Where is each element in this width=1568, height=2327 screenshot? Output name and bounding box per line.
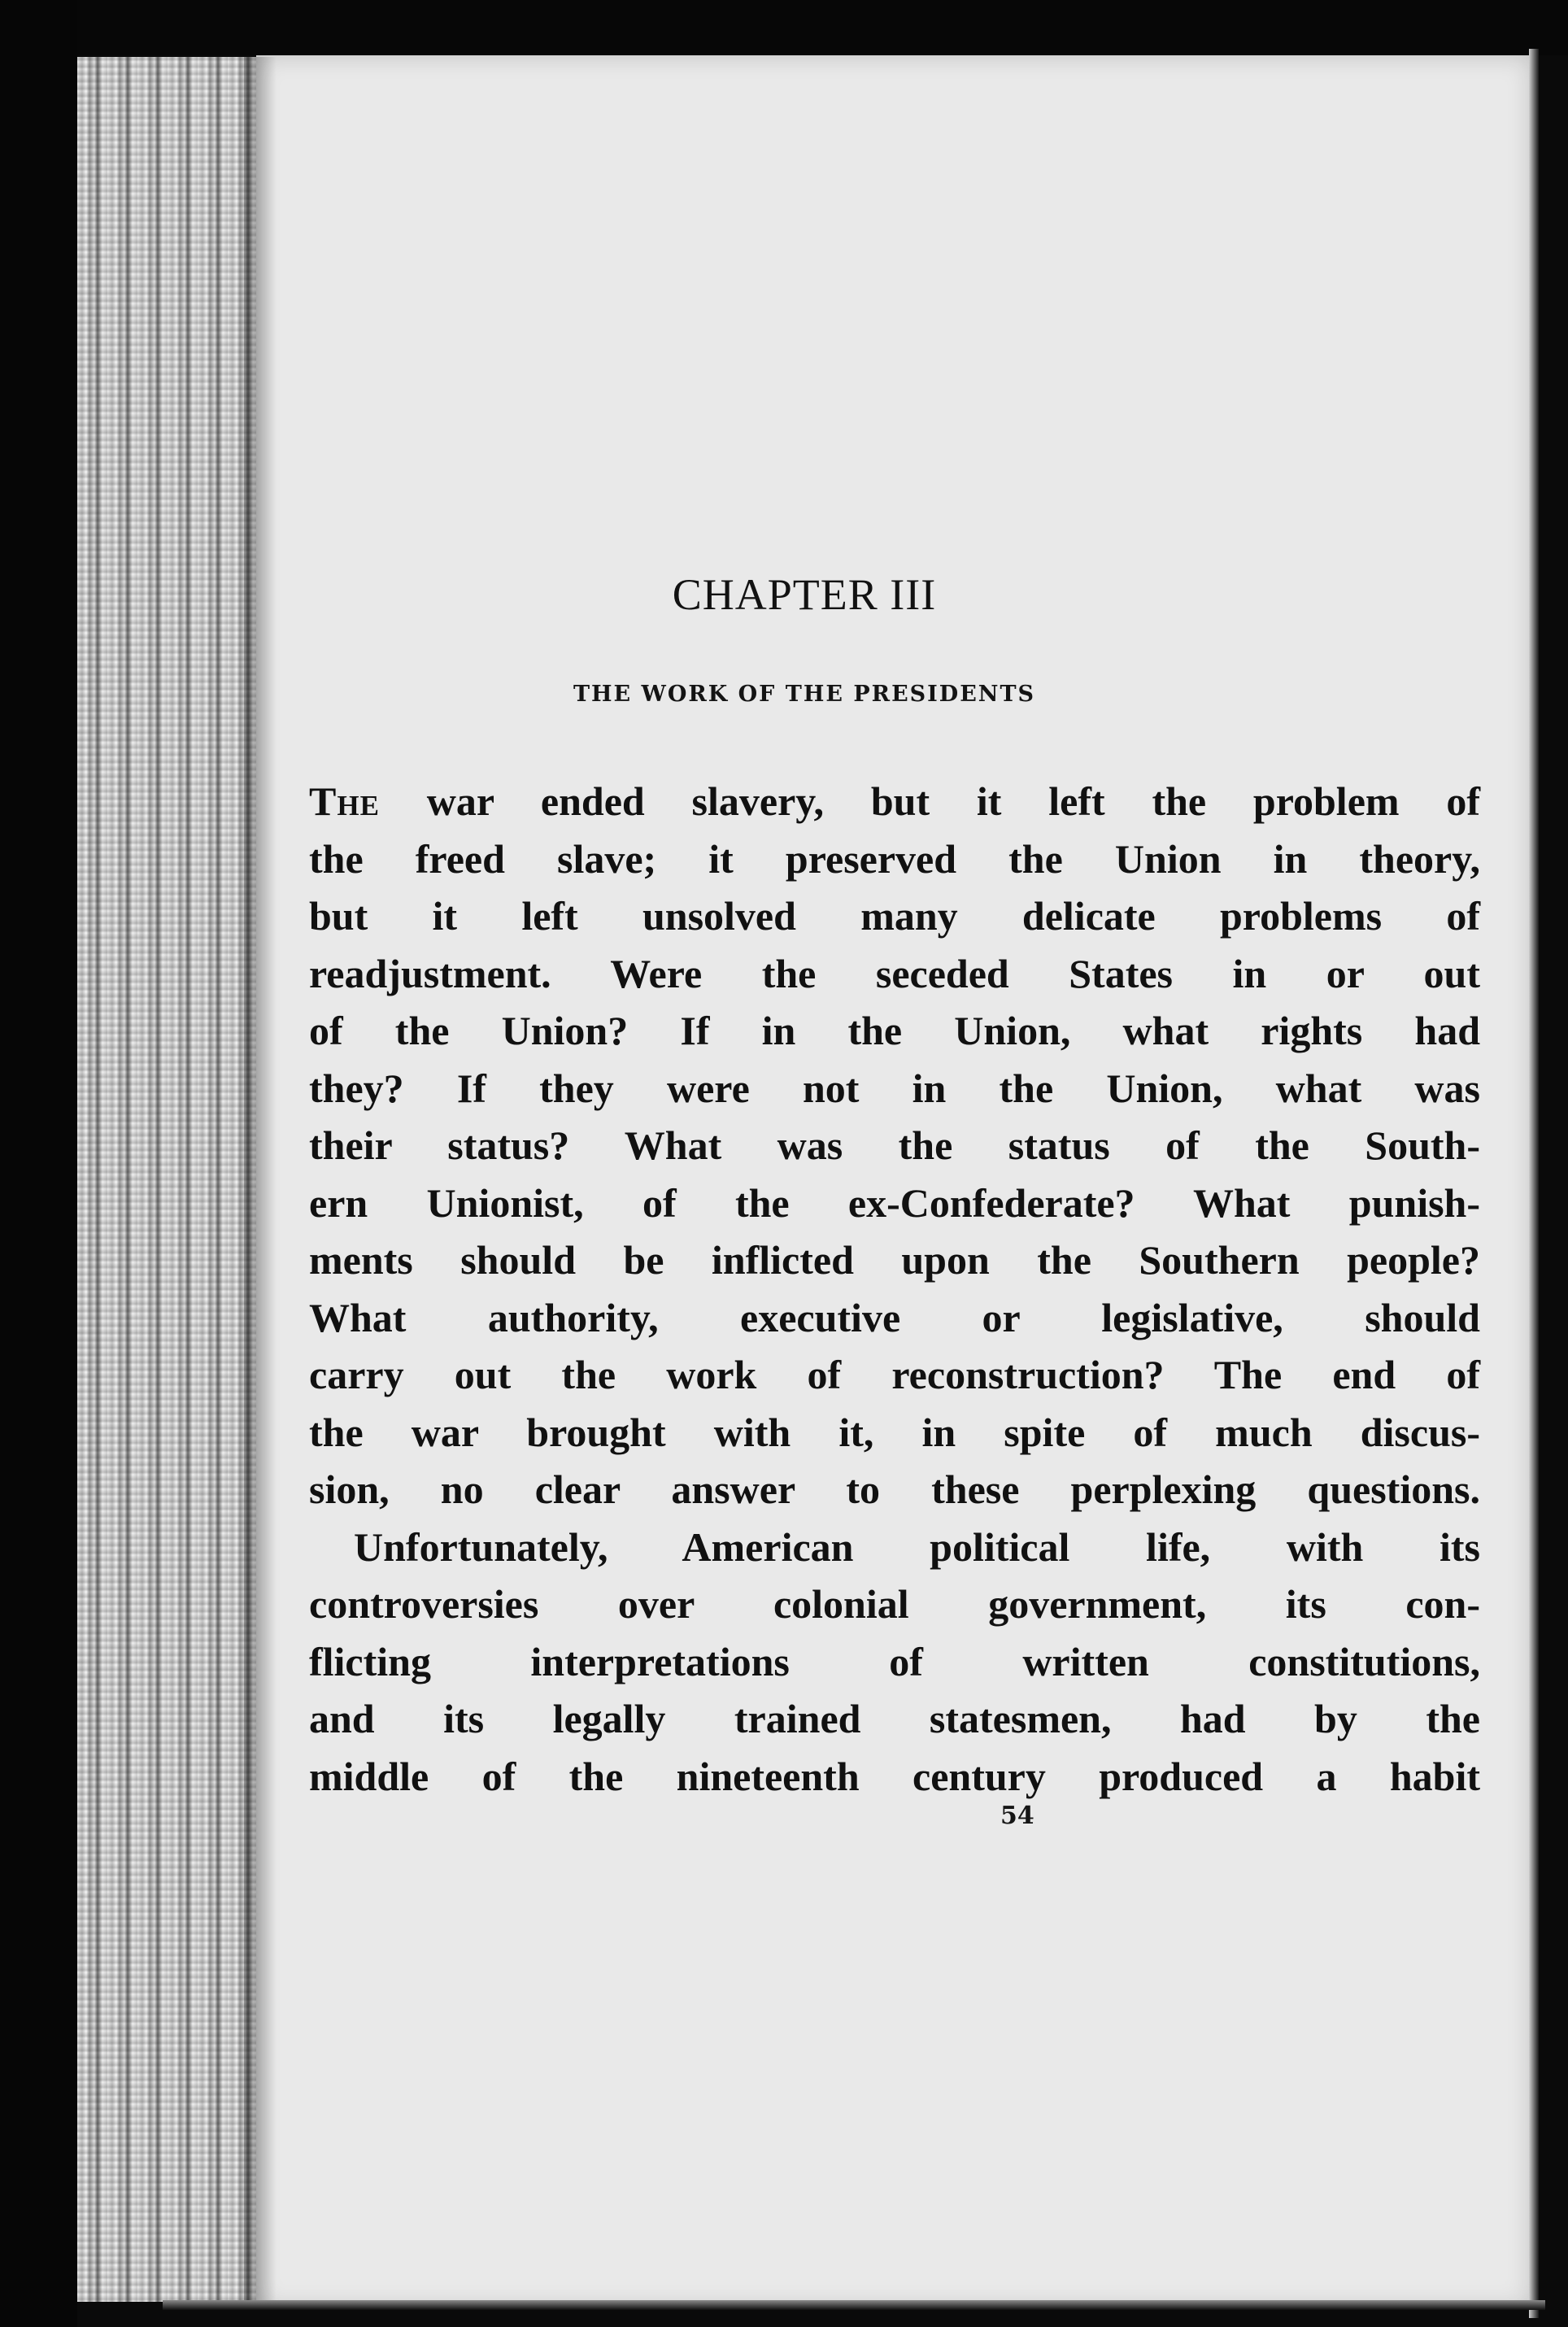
text-line: sion, no clear answer to these perplexing questions. bbox=[309, 1466, 1480, 1512]
text-line: carry out the work of reconstruction? The end of bbox=[309, 1352, 1480, 1397]
text-line: The war ended slavery, but it left the problem of bbox=[309, 778, 1480, 824]
text-line: Unfortunately, American political life, with its bbox=[354, 1523, 1480, 1570]
text-line: ments should be inflicted upon the Southern people? bbox=[309, 1237, 1480, 1283]
text-line: but it left unsolved many delicate problems of bbox=[309, 893, 1480, 939]
drop-word: The bbox=[309, 778, 380, 824]
chapter-title: THE WORK OF THE PRESIDENTS bbox=[573, 682, 1036, 707]
text-line: flicting interpretations of written constitutions, bbox=[309, 1638, 1480, 1684]
text-line: What authority, executive or legislative, should bbox=[309, 1294, 1480, 1340]
text-line: and its legally trained statesmen, had by the bbox=[309, 1696, 1480, 1741]
text-line: the war brought with it, in spite of much discus- bbox=[309, 1409, 1480, 1455]
page-number: 54 bbox=[1000, 1802, 1034, 1830]
text-line: they? If they were not in the Union, what was bbox=[309, 1065, 1480, 1111]
text-line: middle of the nineteenth century produced a habit bbox=[309, 1753, 1480, 1799]
scan-border-left bbox=[0, 0, 77, 2327]
text-line: ern Unionist, of the ex-Confederate? What punish- bbox=[309, 1179, 1480, 1226]
body-text bbox=[309, 773, 1480, 1805]
page-right-edge bbox=[1529, 49, 1539, 2318]
text-line: their status? What was the status of the South- bbox=[309, 1122, 1480, 1168]
scan-border-top bbox=[0, 0, 1568, 55]
text-line: of the Union? If in the Union, what rights had bbox=[309, 1008, 1480, 1053]
page-bottom-edge bbox=[163, 2300, 1545, 2310]
text-line: readjustment. Were the seceded States in or out bbox=[309, 950, 1480, 996]
text-line: controversies over colonial government, its con- bbox=[309, 1581, 1480, 1627]
chapter-heading: CHAPTER III bbox=[672, 570, 937, 619]
gutter-shadow bbox=[244, 57, 277, 2302]
text-line: the freed slave; it preserved the Union in theory, bbox=[309, 835, 1480, 882]
